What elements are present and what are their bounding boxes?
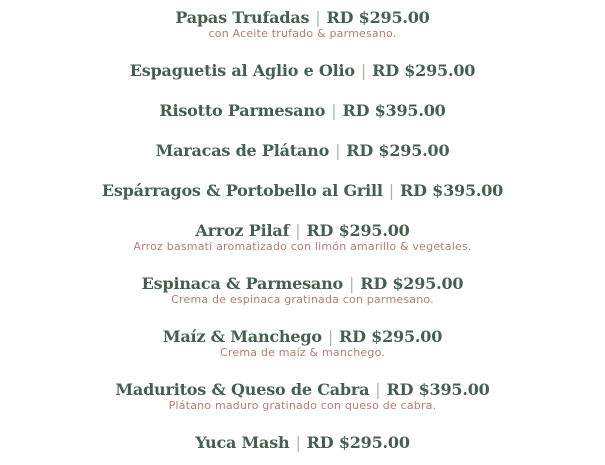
menu-item-name: Espaguetis al Aglio e Olio (129, 61, 355, 80)
menu-item-description: Plátano maduro gratinado con queso de cabra. (168, 399, 437, 412)
menu-item-title-line (0, 142, 605, 160)
menu-item-separator: | (327, 327, 334, 346)
menu-item-separator: | (315, 8, 321, 27)
menu-item-description: Crema de espinaca gratinada con parmesano. (171, 293, 434, 306)
menu-item-separator: | (295, 433, 301, 452)
menu-item (0, 328, 605, 359)
menu-item-separator: | (331, 101, 337, 120)
menu-item-name: Maduritos & Queso de Cabra (115, 380, 370, 399)
menu-item-name: Papas Trufadas (175, 8, 310, 27)
menu-item-price: RD $295.00 (326, 8, 430, 27)
menu-item-name: Maíz & Manchego (162, 327, 322, 346)
menu-item-price: RD $395.00 (400, 181, 504, 200)
menu-item-price: RD $295.00 (346, 141, 450, 160)
menu-item-separator: | (375, 380, 381, 399)
menu-item-name: Espárragos & Portobello al Grill (101, 181, 383, 200)
menu-item-description: con Aceite trufado & parmesano. (208, 27, 397, 40)
menu-item-title-line (0, 275, 605, 293)
menu-item-title-line (0, 102, 605, 120)
menu-item-price: RD $295.00 (372, 61, 476, 80)
menu-item-separator: | (360, 61, 367, 80)
menu-item (0, 182, 605, 200)
menu-item (0, 434, 605, 452)
menu-item-name: Arroz Pilaf (195, 221, 290, 240)
menu-item (0, 9, 605, 40)
menu-item (0, 381, 605, 412)
menu-item-price: RD $295.00 (306, 433, 410, 452)
menu-item-price: RD $295.00 (306, 221, 410, 240)
menu-item-price: RD $395.00 (342, 101, 446, 120)
menu-item-title-line (0, 434, 605, 452)
menu-item-price: RD $395.00 (386, 380, 490, 399)
menu-item-separator: | (335, 141, 341, 160)
menu-item-name: Yuca Mash (195, 433, 290, 452)
menu-item-separator: | (349, 274, 355, 293)
menu-item-title-line (0, 182, 605, 200)
menu-item (0, 275, 605, 306)
menu-item-description: Arroz basmati aromatizado con limón amarillo & vegetales. (133, 240, 472, 253)
menu-item-title-line (0, 381, 605, 399)
menu-list (0, 9, 605, 452)
menu-item-title-line (0, 62, 605, 80)
menu-item-price: RD $295.00 (339, 327, 443, 346)
menu-item-separator: | (388, 181, 394, 200)
menu-item (0, 222, 605, 253)
menu-item-title-line (0, 222, 605, 240)
menu-item-title-line (0, 328, 605, 346)
menu-item-name: Risotto Parmesano (159, 101, 326, 120)
menu-item (0, 102, 605, 120)
menu-item-separator: | (295, 221, 301, 240)
menu-item (0, 142, 605, 160)
menu-item-name: Espinaca & Parmesano (141, 274, 344, 293)
menu-item-price: RD $295.00 (360, 274, 464, 293)
menu-item (0, 62, 605, 80)
menu-item-title-line (0, 9, 605, 27)
menu-item-name: Maracas de Plátano (155, 141, 330, 160)
menu-item-description: Crema de maíz & manchego. (219, 346, 385, 359)
